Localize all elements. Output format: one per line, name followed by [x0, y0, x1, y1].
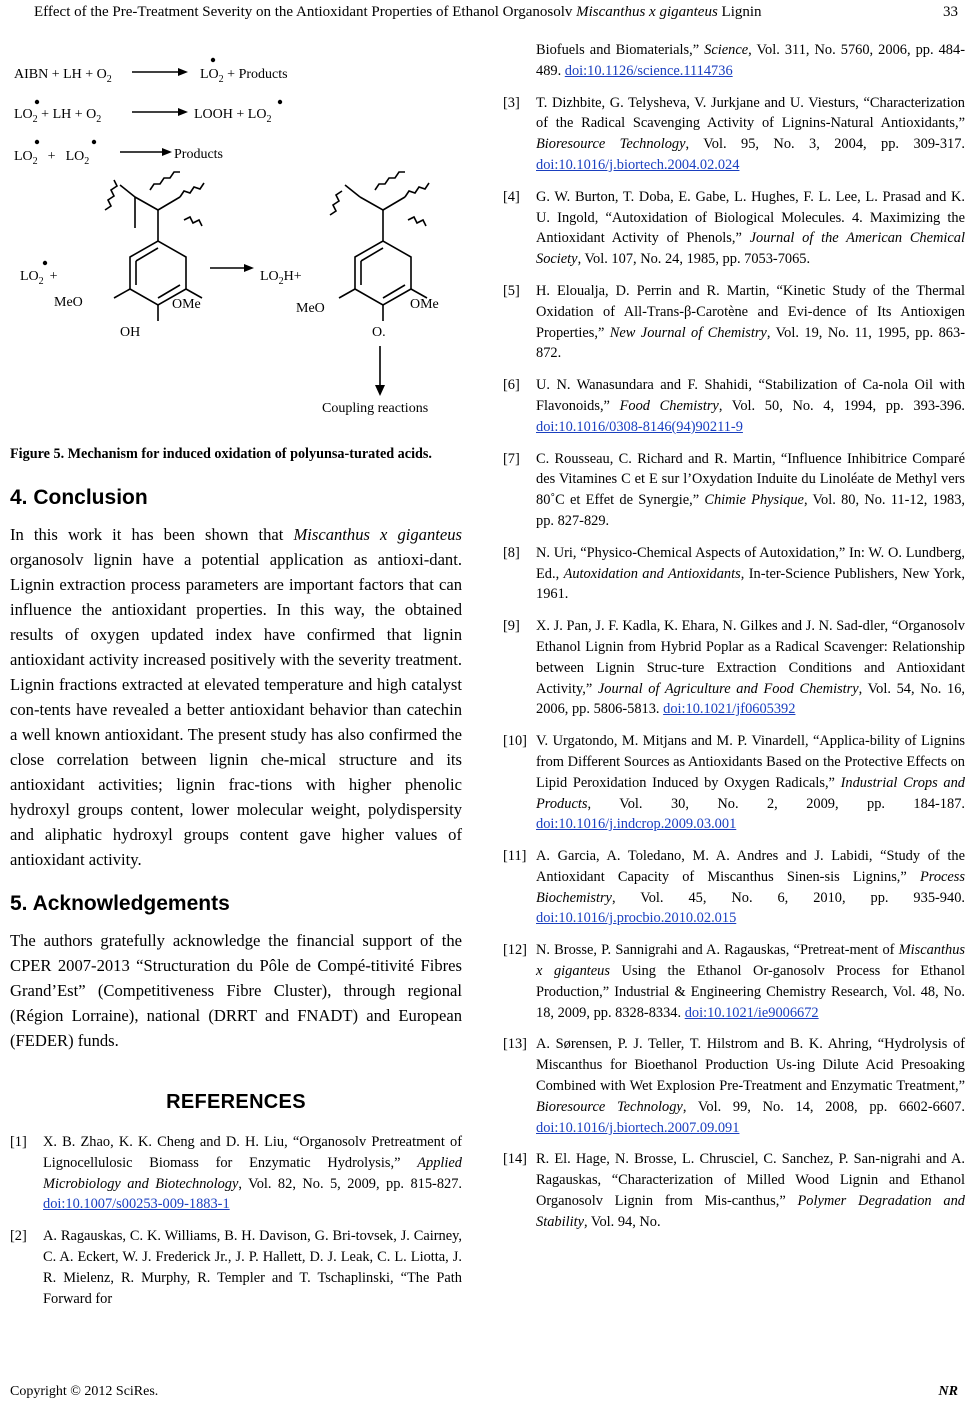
reference-item: [6] U. N. Wanasundara and F. Shahidi, “Stabilization of Ca-nola Oil with Flavonoids,” Food Chemistry, Vol. 50, No. 4, 1994, pp. 393-396. doi:10.1016/0308-8146(94)90211-9 [503, 377, 965, 435]
arrowhead-3 [162, 148, 172, 156]
radical-dot [92, 140, 96, 144]
running-title: Effect of the Pre-Treatment Severity on the Antioxidant Properties of Ethanol Organosolv Miscanthus x giganteus Lignin [34, 4, 762, 20]
doi-link[interactable]: doi:10.1021/jf0605392 [663, 701, 796, 718]
arrowhead-down [375, 385, 385, 396]
reference-item: [12] N. Brosse, P. Sannigrahi and A. Ragauskas, “Pretreat-ment of Miscanthus x giganteus Using the Ethanol Or-ganosolv Process for Ethanol Production,” Industrial & Engineering Chemistry Research, Vol. 48, No. 18, 2009, pp. 8328-8334. doi:10.1021/ie9006672 [503, 942, 966, 1021]
radical-dot [43, 261, 47, 265]
acknowledgements-heading: 5. Acknowledgements [10, 892, 230, 915]
lo2h-label: $LO_2H+$ [260, 269, 302, 287]
reference-item: [8] N. Uri, “Physico-Chemical Aspects of Autoxidation,” In: W. O. Lundberg, Ed., Autoxidation and Antioxidants, In-ter-Science Publishers, New York, 1961. [503, 544, 965, 603]
radical-dot [211, 58, 215, 62]
doi-link[interactable]: doi:10.1126/science.1114736 [564, 62, 733, 79]
references-heading: REFERENCES [166, 1091, 306, 1113]
reference-item: [4] G. W. Burton, T. Doba, E. Gabe, L. Hughes, F. L. Lee, L. Prasad and K. U. Ingold, “Autoxidation of Biological Molecules. 4. Maximizing the Antioxidant Activity of Phenols,” Journal of the American Chemical Society, Vol. 107, No. 24, 1985, pp. 7053-7065. [503, 188, 965, 268]
doi-link[interactable]: doi:10.1016/j.procbio.2010.02.015 [536, 910, 737, 927]
reference-item: [3] T. Dizhbite, G. Telysheva, V. Jurkjane and U. Viesturs, “Characterization of the Radical Scavenging Activity of Lignins-Natural Antioxidants,” Bioresource Technology, Vol. 95, No. 3, 2004, pp. 309-317. doi:10.1016/j.biortech.2004.02.024 [503, 94, 966, 173]
reference-item: [9] X. J. Pan, J. F. Kadla, K. Ehara, N. Gilkes and J. N. Sad-dler, “Organosolv Ethanol Lignin from Hybrid Poplar as a Radical Scavenger: Relationship between Lignin Struc-ture Extraction Conditions and Antioxidant Activity,” Journal of Agriculture and Food Chemistry, Vol. 54, No. 16, 2006, pp. 5806-5813. doi:10.1021/jf0605392 [503, 618, 966, 718]
arrowhead-2 [178, 108, 188, 116]
reference-item: [10] V. Urgatondo, M. Mitjans and M. P. Vinardell, “Applica-bility of Lignins from Different Sources as Antioxidants Based on the Protective Effects on Lipid Peroxidation Induced by Oxygen Radicals,” Industrial Crops and Products, Vol. 30, No. 2, 2009, pp. 184-187. doi:10.1016/j.indcrop.2009.03.001 [503, 733, 965, 833]
radical-dot [35, 140, 39, 144]
page-header [0, 4, 968, 32]
reference-item: [2] A. Ragauskas, C. K. Williams, B. H. Davison, G. Bri-tovsek, J. Cairney, C. A. Eckert, W. J. Frederick Jr., J. P. Hallett, D. J. Leak, C. L. Liotta, J. R. Mielenz, R. Murphy, R. Templer and T. Tschaplinski, “The Path Forward for [10, 1228, 462, 1307]
page-number: 33 [943, 4, 958, 20]
reference-item: [7] C. Rousseau, C. Richard and R. Martin, “Influence Inhibitrice Comparé des Vitamines C et E sur l’Oxydation Induite du Linoléate de Methyl vers 80˚C et Effet de Synergie,” Chimie Physique, Vol. 80, No. 11-12, 1983, pp. 827-829. [503, 450, 966, 529]
lo2-plus-label: $LO_2$ + [20, 269, 58, 287]
doi-link[interactable]: doi:10.1016/0308-8146(94)90211-9 [536, 418, 743, 435]
eq3-left: $LO_2 + LO_2$ [14, 149, 90, 167]
meo-label: MeO [54, 295, 83, 310]
doi-link[interactable]: doi:10.1007/s00253-009-1883-1 [43, 1196, 230, 1213]
reference-item: [13] A. Sørensen, P. J. Teller, T. Hilstrom and B. K. Ahring, “Hydrolysis of Miscanthus for Bioethanol Production Us-ing Dilute Acid Presoaking Combined with Wet Explosion Pre-Treatment and Enzymatic Treatment,” Bioresource Technology, Vol. 99, No. 14, 2008, pp. 6602-6607. doi:10.1016/j.biortech.2007.09.091 [503, 1036, 965, 1136]
arrowhead-1 [178, 68, 188, 76]
doi-link[interactable]: doi:10.1016/j.biortech.2004.02.024 [536, 156, 740, 173]
conclusion-text: In this work it has been shown that Miscanthus x giganteus organosolv lignin have a potential application as antioxi-dant. Lignin extraction process parameters are important factors that can influence the antioxidant properties. In this way, the obtained results of oxygen updated index have confirmed that lignin antioxidant activity increased positively with the severity treatment. Lignin fractions extracted at elevated temperature and high catalyst con-tents have revealed a better antioxidant behavior than catechin a well known antioxidant. The present study has also confirmed the close correlation between lignin che-mical structure and its antioxidant activities; lignin frac-tions with higher phenolic hydroxyl groups content, lower molecular weight, polydispersity and aliphatic hydroxyl groups content gave higher values of antioxidant activity. [10, 525, 463, 869]
o-radical-label: O. [372, 325, 386, 340]
mechanism-diagram [10, 40, 462, 435]
eq3-right: Products [174, 147, 223, 162]
reference-item-continued: Biofuels and Biomaterials,” Science, Vol. 311, No. 5760, 2006, pp. 484-489. doi:10.1126/science.1114736 [536, 42, 965, 79]
figure-caption: Figure 5. Mechanism for induced oxidation of polyunsa-turated acids. [10, 446, 432, 462]
copyright-notice: Copyright © 2012 SciRes. [10, 1384, 159, 1399]
conclusion-heading: 4. Conclusion [10, 486, 148, 509]
arrowhead-mid [244, 264, 254, 272]
right-column [503, 40, 965, 1244]
eq2-right: LOOH + $LO_2$ [194, 107, 272, 125]
eq2-left: $LO_2$ + LH + $O_2$ [14, 107, 102, 125]
eq1-left: AIBN + LH + $O_2$ [14, 67, 112, 85]
doi-link[interactable]: doi:10.1016/j.biortech.2007.09.091 [536, 1119, 740, 1136]
acknowledgements-text: The authors gratefully acknowledge the financial support of the CPER 2007-2013 “Structuration du Pôle de Compé-titivité Fibres Grand’Est” (Competitiveness Fibre Cluster), through regional (Région Lorraine), national (DRRT and FNADT) and European (FEDER) funds. [10, 931, 462, 1050]
radical-dot [278, 100, 282, 104]
reference-item: [1] X. B. Zhao, K. K. Cheng and D. H. Liu, “Organosolv Pretreatment of Lignocellulosic Biomass for Enzymatic Hydrolysis,” Applied Microbiology and Biotechnology, Vol. 82, No. 5, 2009, pp. 815-827. doi:10.1007/s00253-009-1883-1 [10, 1134, 463, 1213]
figure-5 [10, 40, 462, 435]
ome-label-right: OMe [410, 297, 439, 312]
reference-item: [14] R. El. Hage, N. Brosse, L. Chrusciel, C. Sanchez, P. San-nigrahi and A. Ragauskas, “Characterization of Milled Wood Lignin and Ethanol Organosolv Lignin from Mis-canthus,” Polymer Degradation and Stability, Vol. 94, No. [503, 1151, 965, 1230]
journal-abbrev: NR [938, 1384, 958, 1399]
coupling-label: Coupling reactions [322, 401, 429, 416]
eq1-right: $LO_2$ + Products [200, 67, 288, 85]
left-column [10, 40, 462, 1309]
oh-label: OH [120, 325, 141, 340]
doi-link[interactable]: doi:10.1021/ie9006672 [684, 1004, 819, 1021]
meo-label-right: MeO [296, 301, 325, 316]
ome-label: OMe [172, 297, 201, 312]
reference-item: [5] H. Eloualja, D. Perrin and R. Martin, “Kinetic Study of the Thermal Oxidation of All-Trans-β-Carotène and Evi-dence of Its Antioxigen Properties,” New Journal of Chemistry, Vol. 19, No. 11, 1995, pp. 863-872. [503, 282, 965, 362]
reference-item: [11] A. Garcia, A. Toledano, M. A. Andres and J. Labidi, “Study of the Antioxidant Capacity of Miscanthus Sinen-sis Lignins,” Process Biochemistry, Vol. 45, No. 6, 2010, pp. 935-940. doi:10.1016/j.procbio.2010.02.015 [503, 848, 965, 927]
doi-link[interactable]: doi:10.1016/j.indcrop.2009.03.001 [536, 816, 737, 833]
radical-dot [35, 100, 39, 104]
